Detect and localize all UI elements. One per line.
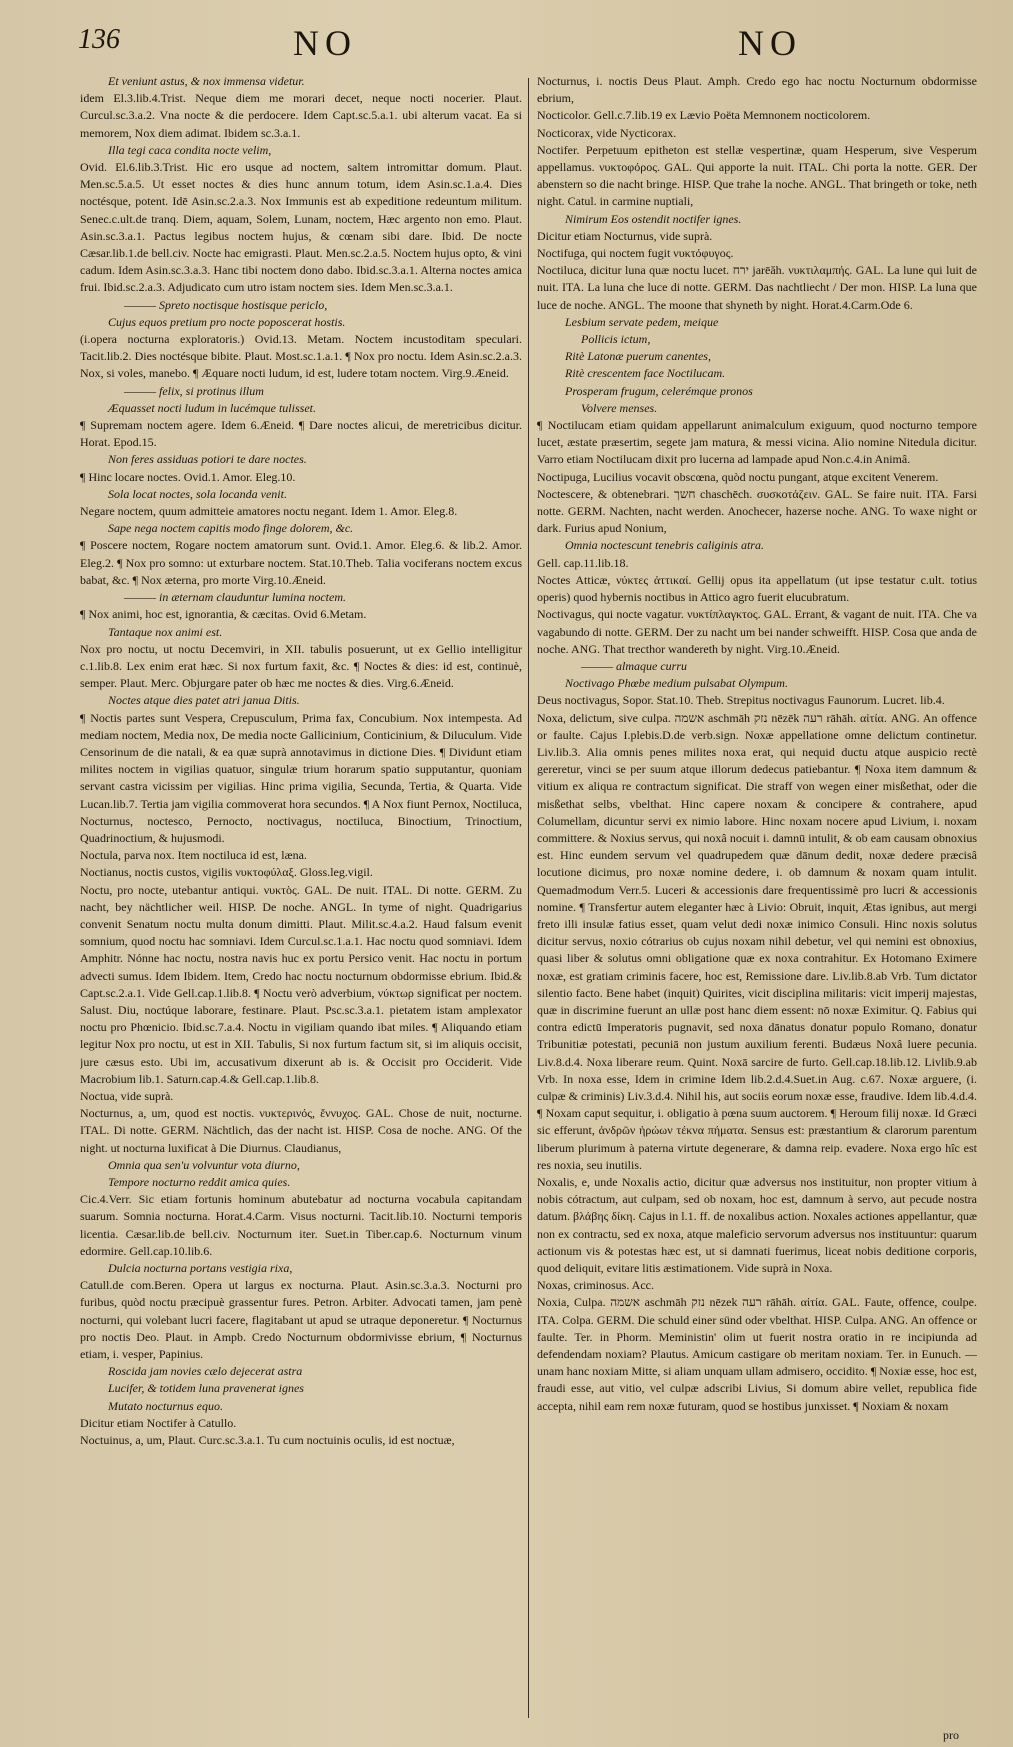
entry-paragraph: Noctivagus, qui nocte vagatur. νυκτίπλαγκτος. GAL. Errant, & vagant de nuit. ITA. Che va vagabundo di notte. GERM. Der zu nacht um bei nander schweifft. HISP. Cosa que anda de noche. ANG. That trecthor wandereth by night. Virg.10.Æneid. [537,607,977,656]
entry-paragraph: Catull.de com.Beren. Opera ut largus ex nocturna. Plaut. Asin.sc.3.a.3. Nocturni pro furibus, quòd noctu præcipuè grassentur fures. Petron. Arbiter. Advocati tamen, jam penè nocturni, qui volebant lucri facere, flagitabant ut apud se utraque deponeretur. ¶ Nocturnus pro noctis Deo. Plaut. in Ampb. Credo Nocturnum obdormivisse ebrium, ¶ Nocturnus etiam, i. vesper, Papinius. [80,1278,522,1362]
verse-line: ——— in æternam clauduntur lumina noctem. [124,590,346,605]
page-header [78,22,978,72]
entry-paragraph: Noxia, Culpa. אשמה aschmāh נזק nēzek רעה rāhāh. αἰτία. GAL. Faute, offence, coulpe. ITA. Colpa. GERM. Die schuld einer sünd oder vbelthat. HISP. Culpa. ANG. An offence or faulte. Ter. in Phorm. Meministin' olim ut fuerit nostra oratio in re incipiunda ad defendendam noxiam? Plautus. Amicum castigare ob meritam noxiam. Ter. in Eunuch. — unam hanc noxiam Mitte, si aliam unquam ullam admisero, occidito. ¶ Noxiæ esse, hoc est, fraudi esse, aut vitio, vel culpæ adscribi Livius, Si domum abire vellet, republica fide accepta, nihil eam rem noxæ futuram, quod se hostibus junxisset. ¶ Noxiam & noxam [537,1295,977,1413]
verse-line: Sape nega noctem capitis modo finge dolorem, &c. [108,521,354,536]
entry-paragraph: (i.opera nocturna exploratoris.) Ovid.13. Metam. Noctem incustoditam speculari. Tacit.lib.2. Dies noctésque bibite. Plaut. Most.sc.1.a.1. ¶ Nox pro noctu. Idem Asin.sc.2.a.3. Nox, si voles, manebo. ¶ Æquare nocti ludum, id est, ludere totam noctem. Virg.9.Æneid. [80,332,522,381]
entry-paragraph: Deus noctivagus, Sopor. Stat.10. Theb. Strepitus noctivagus Faunorum. Lucret. lib.4. [537,693,945,708]
verse-line: Dulcia nocturna portans vestigia rixa, [108,1261,293,1276]
catchword: pro [943,1728,959,1742]
verse-line: Sola locat noctes, sola locanda venit. [108,486,287,501]
entry-paragraph: Noctu, pro nocte, utebantur antiqui. νυκτὸς. GAL. De nuit. ITAL. Di notte. GERM. Zu nacht, bey nächtlicher weil. HISP. De noche. ANGL. In tyme of night. Quadrigarius convenit Senatum noctu multa donum dimitti. Plaut. Milit.sc.4.a.2. Haud falsum evenit somnium, quod noctu hac somniavi. Idem Curcul.sc.1.a.1. Hac noctu quod somniavi. Idem Amphitr. Nónne hac noctu, nostra navis huc ex portu Persico venit. Hac noctu in portum advecti sumus. Idem Ibidem. Item, Credo hac noctu nocturnum obdormisse ebrium. Ibid.& Capt.sc.2.a.1. Vide Gell.cap.1.lib.8. ¶ Noctu verò adverbium, νύκτωρ significat per noctem. Salust. Diu, noctúque laborare, festinare. Plaut. Psc.sc.3.a.1. pietatem istam amplexator noctu pro Phœnicio. Ibid.sc.7.a.4. Noctu in vigiliam quando ibat miles. ¶ Aliquando etiam legitur Nox pro noctu, ut est in XII. Tabulis, Si nox furtum factum sit, si im aliquis occisit, jure cæsus esto. Ubi im, accusativum dixerunt ab is. & Occisit pro Occiderit. Vide Macrobium lib.1. Saturn.cap.4.& Gell.cap.1.lib.8. [80,882,522,1086]
entry-paragraph: idem El.3.lib.4.Trist. Neque diem me morari decet, neque nocti nocerier. Plaut. Curcul.sc.3.a.2. Vna nocte & die perdocere. Idem Capt.sc.5.a.1. ubi alterum vacat. Ea si memorem, Nox diem adimat. Ibidem sc.3.a.1. [80,91,522,140]
entry-paragraph: ¶ Hinc locare noctes. Ovid.1. Amor. Eleg.10. [80,469,296,484]
entry-paragraph: Noxas, criminosus. Acc. [537,1278,654,1293]
entry-paragraph: Noctianus, noctis custos, vigilis νυκτοφύλαξ. Gloss.leg.vigil. [80,865,373,880]
entry-paragraph: Noctifuga, qui noctem fugit νυκτόφυγος. [537,246,734,261]
verse-line: ——— almaque curru [581,658,688,673]
entry-paragraph: Ovid. El.6.lib.3.Trist. Hic ero usque ad noctem, saltem intromittar domum. Plaut. Men.sc.5.a.5. Ut esset noctes & dies hunc annum totum, idem Asin.sc.1.a.4. Dies noctésque, potent. Idē Asin.sc.2.a.3. Nox Immunis est ab expeditione redeuntum militum. Senec.c.ult.de tranq. Diem, aquam, Solem, Lunam, noctem, Hæc argento non emo. Plaut. Asin.sc.3.a.1. Pactus legibus noctem hujus, & cœnam sibi dare. Ibid. De nocte Cæsar.lib.1.de bell.civ. Nocte hac emigrasti. Plaut. Men.sc.2.a.5. Noctem hujus opto, & vini cadum. Idem Asin.sc.3.a.3. Hanc tibi noctem dono dabo. Ibid.sc.3.a.1. Alterna noctes amica frui. Ibid.sc.2.a.3. Adjudicato cum utro istam noctem sies. Idem Men.sc.3.a.1. [80,160,522,295]
verse-line: Non feres assiduas potiori te dare noctes. [108,452,307,467]
entry-paragraph: Noxalis, e, unde Noxalis actio, dicitur quæ adversus nos instituitur, non propter vitium à nobis cótractum, aut culpam, sed ob noxam, hoc est, damnum à servo, aut pecude nostra datum. βλάβης δίκη. Cajus in l.1. ff. de noxalibus action. Noxales actiones appellantur, quæ non ex contractu, sed ex noxa, atque maleficio servorum adversus nos instituuntur: quarum actionum vis & potestas hæc est, ut si damnati fuerimus, liceat nobis deditione corporis, quod deliquit, evitare litis æstimationem. Vide suprà in Noxa. [537,1175,977,1276]
verse-line: Illa tegi caca condita nocte velim, [108,142,272,157]
entry-paragraph: Nox pro noctu, ut noctu Decemviri, in XII. tabulis posuerunt, ut ex Gellio intelligitur c.1.lib.8. Lex enim erat hæc. Si nox furtum faxit, &c. ¶ Noctes & dies: id est, continuè, semper. Plaut. Merc. Objurgare pater ob hæc me noctes & dies. Virg.6.Æneid. [80,641,522,691]
entry-paragraph: Dicitur etiam Noctifer à Catullo. [80,1415,237,1430]
verse-line: ——— felix, si protinus illum [124,383,264,398]
entry-paragraph: Noctua, vide suprà. [80,1088,174,1103]
verse-line: Ritè Latonæ puerum canentes, [565,349,711,364]
right-column [537,73,977,1733]
column-divider [528,78,529,1718]
entry-paragraph: Noctescere, & obtenebrari. חשך chaschēch. συσκοτάζειν. GAL. Se faire nuit. ITA. Farsi notte. GERM. Nachten, nacht werden. Anochecer, hazerse noche. ANG. To waxe night or dark. Furius apud Nonium, [537,486,977,536]
verse-line: Et veniunt astus, & nox immensa videtur. [108,74,305,88]
entry-paragraph: Noctula, parva nox. Item noctiluca id est, læna. [80,848,307,863]
entry-paragraph: Noctuinus, a, um, Plaut. Curc.sc.3.a.1. Tu cum noctuinis oculis, id est noctuæ, [80,1433,455,1448]
running-head-left: NO [293,23,357,63]
verse-line: Cujus equos pretium pro nocte poposcerat hostis. [108,314,346,329]
verse-line: Mutato nocturnus equo. [108,1398,223,1413]
verse-line: Prosperam frugum, celerémque pronos [565,383,753,398]
running-head-right: NO [738,23,802,63]
verse-line: Omnia qua sen'u volvuntur vota diurno, [108,1157,300,1172]
left-column [80,73,522,1733]
entry-paragraph: Cic.4.Verr. Sic etiam fortunis hominum abutebatur ad nocturna vocabula capitandam suarum. Somnia nocturna. Horat.4.Carm. Visus nocturni. Tacit.lib.10. Nocturni temporis licentia. Cæsar.lib.de bell.civ. Nocturnum iter. Suet.in Tiber.cap.6. Nocturnum vinum edormire. Gell.cap.10.lib.6. [80,1192,522,1258]
verse-line: Tantaque nox animi est. [108,624,223,639]
entry-paragraph: Nocturnus, i. noctis Deus Plaut. Amph. Credo ego hac noctu Nocturnum obdormisse ebrium, [537,74,977,106]
verse-line: Nimirum Eos ostendit noctifer ignes. [565,211,742,226]
entry-paragraph: Noctes Atticæ, νύκτες ἀττικαί. Gellij opus ita appellatum (ut ipse testatur c.ult. totius operis) quod hybernis noctibus in Attico agro fuerit elucubratum. [537,572,977,605]
verse-line: Noctes atque dies patet atri janua Ditis. [108,693,300,708]
verse-line: Ritè crescentem face Noctilucam. [565,366,726,381]
page-number: 136 [78,24,120,55]
verse-line: Volvere menses. [581,400,658,415]
verse-line: Pollicis ictum, [581,332,651,347]
verse-line: Lesbium servate pedem, meique [565,314,719,329]
entry-paragraph: Noctiluca, dicitur luna quæ noctu lucet. ירח jarēăh. νυκτιλαμπής. GAL. La lune qui luit de nuit. ITA. La luna che luce di notte. GERM. Das nachtliecht / Der mon. HISP. La luna que luce de noche. ANGL. The moone that shyneth by night. Horat.4.Carm.Ode 6. [537,263,977,312]
verse-line: Noctivago Phœbe medium pulsabat Olympum. [565,676,788,691]
verse-line: Roscida jam novies cælo dejecerat astra [108,1364,303,1379]
verse-line: ——— Spreto noctisque hostisque periclo, [124,297,328,312]
entry-paragraph: Nocticorax, vide Nycticorax. [537,125,677,140]
entry-paragraph: ¶ Noctilucam etiam quidam appellarunt animalculum exiguum, quod nocturno tempore lucet, æstate præsertim, segete jam matura, & messi vicina. Alio nomine Nitedula dicitur. Varro etiam Noctilucam dixit pro lucerna ad lampade apud Non.c.4.in Animâ. [537,418,977,467]
entry-paragraph: ¶ Supremam noctem agere. Idem 6.Æneid. ¶ Dare noctes alicui, de meretricibus dicitur. Horat. Epod.15. [80,418,522,450]
entry-paragraph: ¶ Noctis partes sunt Vespera, Crepusculum, Prima fax, Concubium. Nox intempesta. Ad mediam noctem, Media nox, De media nocte Gallicinium, Conticinium, & Diluculum. Vide Censorinum de die natali, & ea quæ suprà annotavimus in dictione Dies. ¶ Dividunt etiam milites noctem in vigilias quatuor, singulæ trium horarum spatio supputantur, quoniam servant castra vicissim per vigilias. Hinc prima vigilia, Secunda, Tertia, & Quarta. Vide Lucan.lib.7. Tertia jam vigilia commoverat hora secundos. ¶ A Nox fiunt Pernox, Noctiluca, Nocturnus, noctesco, Pernocto, noctivagus, noctiluca, Binoctium, Trinoctium, Quadrinoctium, & hujusmodi. [80,710,522,845]
entry-paragraph: Noxa, delictum, sive culpa. אשמה aschmāh נזק nēzēk רעה rāhāh. αἰτία. ANG. An offence or faulte. Cajus I.plebis.D.de verb.sign. Noxæ appellatione omne delictum continetur. Liv.lib.3. Alia omnis penes milites noxa erat, qui nequid ductu atque auspicio rectè gereretur, vinci se per suum atque illorum dedecus patiebantur. ¶ Noxa item damnum & vitium ex aliqua re contractum significat. Die straff von wegen einer misßethat, oder die misßethat selbs, vbelthat. Hinc capere noxam & concipere & contrahere, apud Columellam, dicuntur servi ex nimio labore. Hinc noxam nocere apud Livium, i. noxam committere. & Noxius servus, qui noxâ nocuit i. damnū intulit, & ob eam causam obnoxius est. Hinc eundem servum vel quadrupedem quæ dānum dedit, noxæ dedere præcisâ locutione dicimus, pro noxæ nomine dedere, i. ob damnum & noxam quam intulit. Quemadmodum Verr.5. Luceri & accessionis dare frequentissimè pro lucri & accessionis nomine. ¶ Transfertur autem eleganter hæc à Livio: Obruit, inquit, Ætas ignibus, aut mergi freto illi insulæ fatius esset, quam velut dedi noxæ inimico Consuli. Hinc noxis solutus dicitur servus, noxio cótrarius ob cujus noxam nihil debetur, vel qui nemini est obnoxius, quasi liber & solutus omni obligatione quæ ex noxa contrahitur. Ex Hotomano Eximere noxæ, est gratiam criminis facere, hoc est, Remissione dare. Liv.lib.8.ab Vrb. Tum dictator silentio facto. Bene habet (inquit) Quirites, vicit disciplina militaris: vicit imperij majestas, quæ in discrimine fuerunt an ullæ post hanc diem essent: nō noxæ Eximitur. Q. Fabius qui contra edictū Imperatoris pugnavit, sed noxa dānatus donatur populo Romano, donatur Tribunitiæ potestati, pecuniā non justum auxilium ferenti. Budæus Noxâ luere pecunia. Liv.8.d.4. Noxa liberare reum. Quint. Noxā sarcire de furto. Gell.cap.18.lib.12. Livlib.9.ab Vrb. In noxa esse, Idem in crimine Idem lib.2.d.4.Suet.in Aug. c.67. Noxæ arguere, (i. culpæ & criminis) Liv.3.d.4. Nihil his, aut sociis eorum noxæ esse, fraudive. Idem lib.4.d.4. ¶ Noxam caput sequitur, i. obligatio à pœna suum auctorem. ¶ Heroum filij noxæ. Id Græci sic efferunt, ἀνδρῶν ἡρώων τέκνα πήματα. Sensus est: præstantium & clarorum parentum liberum plurimum à paterna virtute degenerare, & damna reip. evadere. Noxa ergo hîc est res noxia, seu inutilis. [537,710,977,1172]
entry-paragraph: Noctipuga, Lucilius vocavit obscœna, quòd noctu pungant, atque excitent Venerem. [537,469,939,484]
verse-line: Æquasset nocti ludum in lucémque tulisset. [108,400,316,415]
entry-paragraph: Nocturnus, a, um, quod est noctis. νυκτερινός, ἔννυχος. GAL. Chose de nuit, nocturne. ITAL. Di notte. GERM. Nächtlich, das der nacht ist. HISP. Cosa de noche. ANG. Of the night. ut nocturna luxificat à Die Diurnus. Claudianus, [80,1106,522,1155]
entry-paragraph: Dicitur etiam Nocturnus, vide suprà. [537,228,713,243]
entry-paragraph: Noctifer. Perpetuum epitheton est stellæ vespertinæ, quam Hesperum, sive Vesperum appellamus. νυκτοφόρος. GAL. Qui apporte la nuit. ITAL. Chi porta la notte. GER. Der abenstern so die nacht bringe. HISP. Que trahe la noche. ANGL. That bringeth or toke, neth night. Catul. in carmine nuptiali, [537,142,977,209]
entry-paragraph: Gell. cap.11.lib.18. [537,555,629,570]
verse-line: Tempore nocturno reddit amica quies. [108,1175,291,1189]
entry-paragraph: Negare noctem, quum admitteie amatores noctu negant. Idem 1. Amor. Eleg.8. [80,504,458,519]
entry-paragraph: Nocticolor. Gell.c.7.lib.19 ex Lævio Poëta Memnonem nocticolorem. [537,108,871,123]
entry-paragraph: ¶ Poscere noctem, Rogare noctem amatorum sunt. Ovid.1. Amor. Eleg.6. & lib.2. Amor. Eleg.2. ¶ Nox pro somno: ut exturbare noctem. Stat.10.Theb. Talia vociferans noctem excus babat, &c. ¶ Nox æterna, pro morte Virg.10.Æneid. [80,538,522,587]
entry-paragraph: ¶ Nox animi, hoc est, ignorantia, & cæcitas. Ovid 6.Metam. [80,607,367,622]
verse-line: Lucifer, & totidem luna pravenerat ignes [108,1381,304,1396]
verse-line: Omnia noctescunt tenebris caliginis atra. [565,538,764,553]
